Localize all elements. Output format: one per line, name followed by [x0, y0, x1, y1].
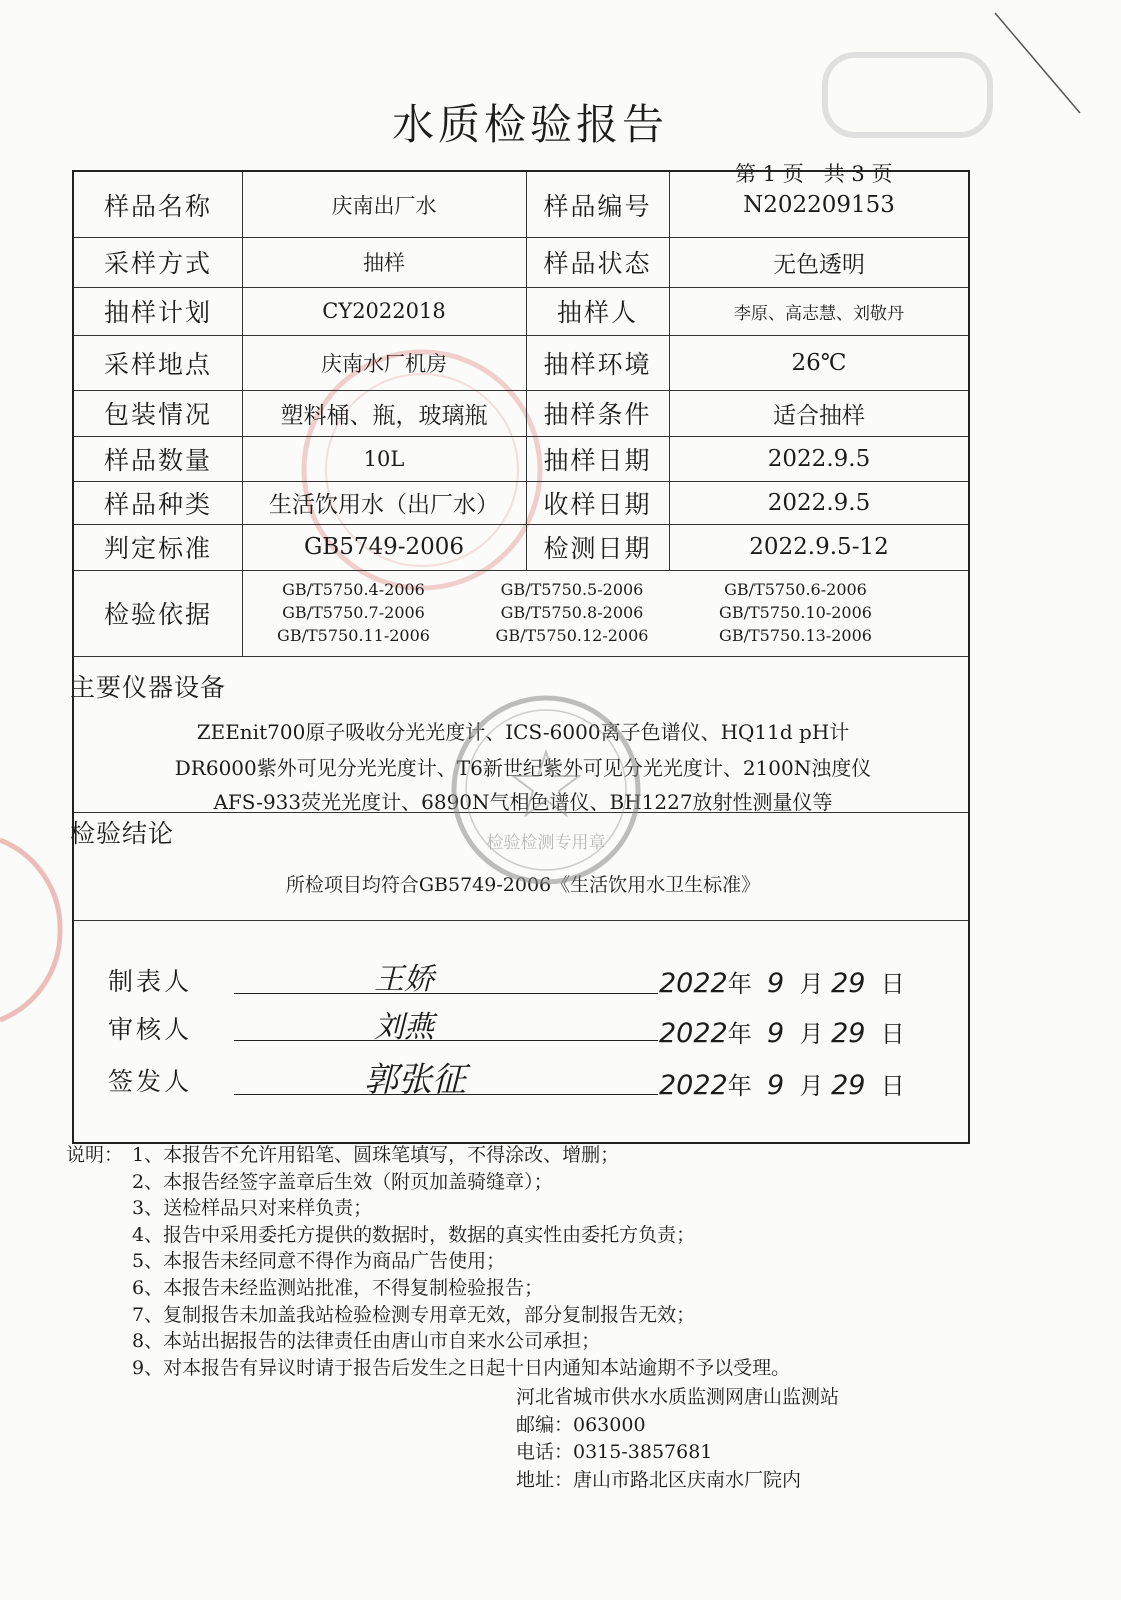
footer-phone: 电话：0315-3857681	[516, 1441, 713, 1463]
sample-type-label: 样品种类	[103, 489, 212, 519]
basis-list	[246, 578, 966, 647]
basis-item: GB/T5750.6-2006	[724, 580, 867, 599]
basis-item: GB/T5750.4-2006	[282, 580, 425, 599]
standard-label: 判定标准	[103, 534, 212, 563]
sample-no-value: N202209153	[743, 191, 895, 218]
test-date-value: 2022.9.5-12	[749, 534, 889, 560]
note-item: 3、送检样品只对来样负责；	[132, 1197, 373, 1220]
packaging-value: 塑料桶、瓶，玻璃瓶	[280, 402, 488, 429]
sampler-label: 抽样人	[556, 298, 638, 327]
note-item: 4、报告中采用委托方提供的数据时，数据的真实性由委托方负责；	[132, 1223, 696, 1246]
basis-item: GB/T5750.5-2006	[500, 580, 644, 599]
report-title: 水质检验报告	[391, 100, 668, 149]
sampling-site-label: 采样地点	[103, 349, 212, 379]
note-item: 9、对本报告有异议时请于报告后发生之日起十日内通知本站逾期不予以受理。	[132, 1356, 791, 1379]
svg-text:检验检测专用章: 检验检测专用章	[486, 833, 606, 853]
sample-type-value: 生活饮用水（出厂水）	[269, 492, 499, 518]
signature-handwriting: 王娇	[374, 962, 434, 997]
equipment-line: AFS-933荧光光度计、6890N气相色谱仪、BH1227放射性测量仪等	[213, 790, 833, 814]
equipment-line: ZEEnit700原子吸收分光光度计、ICS-6000离子色谱仪、HQ11d pH计	[196, 720, 850, 744]
footer-org: 河北省城市供水水质监测网唐山监测站	[516, 1386, 840, 1408]
note-item: 5、本报告未经同意不得作为商品广告使用；	[132, 1250, 506, 1273]
sampling-date-value: 2022.9.5	[767, 445, 871, 472]
footer-contact	[516, 1384, 839, 1494]
signature-date: 2022年 9 月 29 日	[659, 968, 905, 999]
page-info: 第 1 页 共 3 页	[735, 162, 893, 186]
sample-no-label: 样品编号	[543, 191, 652, 221]
note-item: 7、复制报告未加盖我站检验检测专用章无效，部分复制报告无效；	[132, 1303, 696, 1326]
edge-seal-stamp	[0, 830, 70, 1030]
signature-label: 制表人	[108, 967, 193, 996]
sampler-value: 李原、高志慧、刘敬丹	[734, 303, 904, 324]
signature-date: 2022年 9 月 29 日	[659, 1018, 905, 1049]
sampling-env-label: 抽样环境	[543, 349, 652, 379]
standard-value: GB5749-2006	[303, 534, 465, 560]
equipment-line: DR6000紫外可见分光光度计、T6新世纪紫外可见分光光度计、2100N浊度仪	[174, 756, 872, 780]
basis-item: GB/T5750.13-2006	[719, 626, 872, 645]
signature-label: 签发人	[108, 1067, 193, 1096]
conclusion-text: 所检项目均符合GB5749-2006《生活饮用水卫生标准》	[285, 874, 761, 896]
notes	[66, 1142, 790, 1381]
footer-postcode: 邮编：063000	[516, 1413, 646, 1436]
basis-item: GB/T5750.10-2006	[719, 603, 872, 622]
signature-handwriting: 郭张征	[364, 1060, 466, 1100]
note-item: 2、本报告经签字盖章后生效（附页加盖骑缝章）；	[132, 1170, 553, 1193]
notes-prefix: 说明：	[66, 1144, 124, 1166]
report-table	[72, 170, 970, 1144]
quantity-value: 10L	[363, 446, 405, 471]
note-item: 8、本站出据报告的法律责任由唐山市自来水公司承担；	[132, 1330, 601, 1353]
packaging-label: 包装情况	[103, 400, 212, 429]
sampling-cond-label: 抽样条件	[543, 400, 652, 429]
sampling-env-value: 26℃	[791, 349, 847, 376]
sampling-method-label: 采样方式	[103, 249, 212, 278]
basis-label: 检验依据	[103, 600, 212, 629]
sampling-method-value: 抽样	[363, 251, 405, 275]
signature-handwriting: 刘燕	[374, 1010, 434, 1045]
sample-state-label: 样品状态	[543, 249, 652, 278]
receive-date-value: 2022.9.5	[767, 489, 871, 516]
sampling-site-value: 庆南水厂机房	[321, 351, 447, 376]
note-item: 1、本报告不允许用铅笔、圆珠笔填写，不得涂改、增删；	[132, 1144, 620, 1166]
sampling-plan-label: 抽样计划	[103, 298, 212, 327]
signature-date: 2022年 9 月 29 日	[659, 1070, 905, 1101]
basis-item: GB/T5750.12-2006	[495, 626, 649, 645]
signature-label: 审核人	[108, 1015, 193, 1044]
footer-address: 地址：唐山市路北区庆南水厂院内	[516, 1468, 802, 1491]
basis-item: GB/T5750.7-2006	[282, 603, 425, 622]
note-item: 6、本报告未经监测站批准，不得复制检验报告；	[132, 1276, 544, 1299]
quantity-label: 样品数量	[103, 445, 212, 475]
equipment-heading: 主要仪器设备	[70, 673, 227, 702]
conclusion-heading: 检验结论	[70, 819, 175, 848]
sampling-date-label: 抽样日期	[543, 445, 652, 475]
basis-item: GB/T5750.8-2006	[500, 603, 644, 622]
sample-name-label: 样品名称	[103, 191, 212, 221]
basis-item: GB/T5750.11-2006	[277, 626, 430, 645]
sample-state-value: 无色透明	[773, 251, 865, 278]
test-date-label: 检测日期	[543, 534, 652, 563]
sample-name-value: 庆南出厂水	[331, 193, 437, 218]
sampling-cond-value: 适合抽样	[773, 402, 865, 429]
sampling-plan-value: CY2022018	[322, 299, 446, 323]
receive-date-label: 收样日期	[543, 489, 652, 519]
